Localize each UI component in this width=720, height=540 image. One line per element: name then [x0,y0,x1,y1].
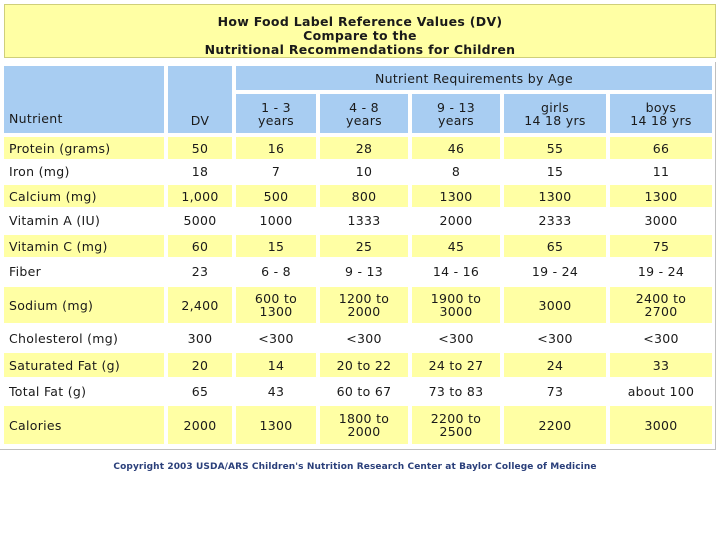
table-cell: 43 [236,380,316,402]
table-cell: 65 [504,235,606,257]
table-cell: 15 [236,235,316,257]
table-cell: 7 [236,160,316,182]
table-cell: 73 [504,380,606,402]
table-cell: 19 - 24 [610,260,712,282]
row-label-protein: Protein (grams) [4,137,164,159]
table-cell: <300 [236,327,316,349]
row-label-calories: Calories [4,406,164,444]
table-cell: 73 to 83 [412,380,500,402]
column-header-boys: boys 14 18 yrs [610,94,712,133]
table-cell: 6 - 8 [236,260,316,282]
table-cell: 2200 to 2500 [412,406,500,444]
table-cell: 33 [610,353,712,377]
table-cell: 9 - 13 [320,260,408,282]
table-cell: <300 [610,327,712,349]
table-cell: <300 [412,327,500,349]
column-header-nutrient: Nutrient [4,106,164,130]
table-cell: 1300 [412,185,500,207]
table-cell: 11 [610,160,712,182]
table-cell: 1300 [610,185,712,207]
row-label-iron: Iron (mg) [4,160,164,182]
column-header-dv: DV [168,66,232,133]
table-cell: 16 [236,137,316,159]
table-cell: 24 to 27 [412,353,500,377]
table-cell: 24 [504,353,606,377]
table-cell: 2,400 [168,287,232,323]
column-header-9-13: 9 - 13 years [412,94,500,133]
table-cell: 1300 [504,185,606,207]
table-cell: 1300 [236,406,316,444]
table-cell: 1800 to 2000 [320,406,408,444]
row-label-total-fat: Total Fat (g) [4,380,164,402]
table-cell: 2333 [504,209,606,231]
table-cell: 5000 [168,209,232,231]
table-cell: <300 [320,327,408,349]
table-cell: 2400 to 2700 [610,287,712,323]
table-cell: 25 [320,235,408,257]
table-cell: 3000 [610,406,712,444]
table-cell: 500 [236,185,316,207]
table-cell: 1900 to 3000 [412,287,500,323]
table-cell: 55 [504,137,606,159]
title-line-2: Compare to the [303,28,417,43]
table-cell: 19 - 24 [504,260,606,282]
table-cell: 46 [412,137,500,159]
table-cell: 8 [412,160,500,182]
copyright-notice: Copyright 2003 USDA/ARS Children's Nutrition Research Center at Baylor College of Medicine [113,462,597,472]
table-cell: 45 [412,235,500,257]
row-label-sodium: Sodium (mg) [4,287,164,323]
table-cell: 3000 [610,209,712,231]
table-cell: 18 [168,160,232,182]
row-label-vitamin-a: Vitamin A (IU) [4,209,164,231]
table-cell: 10 [320,160,408,182]
table-cell: 65 [168,380,232,402]
row-label-vitamin-c: Vitamin C (mg) [4,235,164,257]
nutrient-table [0,62,716,450]
title-line-3: Nutritional Recommendations for Children [204,42,516,57]
table-cell: 1200 to 2000 [320,287,408,323]
row-label-fiber: Fiber [4,260,164,282]
column-header-4-8: 4 - 8 years [320,94,408,133]
column-header-girls: girls 14 18 yrs [504,94,606,133]
group-header-age: Nutrient Requirements by Age [236,66,712,90]
table-cell: 600 to 1300 [236,287,316,323]
table-cell: 20 to 22 [320,353,408,377]
table-cell: 3000 [504,287,606,323]
table-cell: 60 [168,235,232,257]
table-cell: 2200 [504,406,606,444]
row-label-calcium: Calcium (mg) [4,185,164,207]
table-cell: 1,000 [168,185,232,207]
table-cell: 28 [320,137,408,159]
column-header-1-3: 1 - 3 years [236,94,316,133]
table-cell: 14 - 16 [412,260,500,282]
table-cell: 15 [504,160,606,182]
table-cell: 1333 [320,209,408,231]
table-cell: about 100 [610,380,712,402]
table-cell: 23 [168,260,232,282]
table-cell: <300 [504,327,606,349]
title-line-1: How Food Label Reference Values (DV) [217,14,503,29]
title-box [4,4,716,58]
table-cell: 2000 [412,209,500,231]
table-cell: 60 to 67 [320,380,408,402]
table-cell: 1000 [236,209,316,231]
table-cell: 2000 [168,406,232,444]
table-cell: 800 [320,185,408,207]
table-cell: 75 [610,235,712,257]
row-label-cholesterol: Cholesterol (mg) [4,327,164,349]
table-cell: 20 [168,353,232,377]
table-cell: 66 [610,137,712,159]
table-cell: 50 [168,137,232,159]
row-label-saturated-fat: Saturated Fat (g) [4,353,164,377]
table-cell: 14 [236,353,316,377]
table-cell: 300 [168,327,232,349]
